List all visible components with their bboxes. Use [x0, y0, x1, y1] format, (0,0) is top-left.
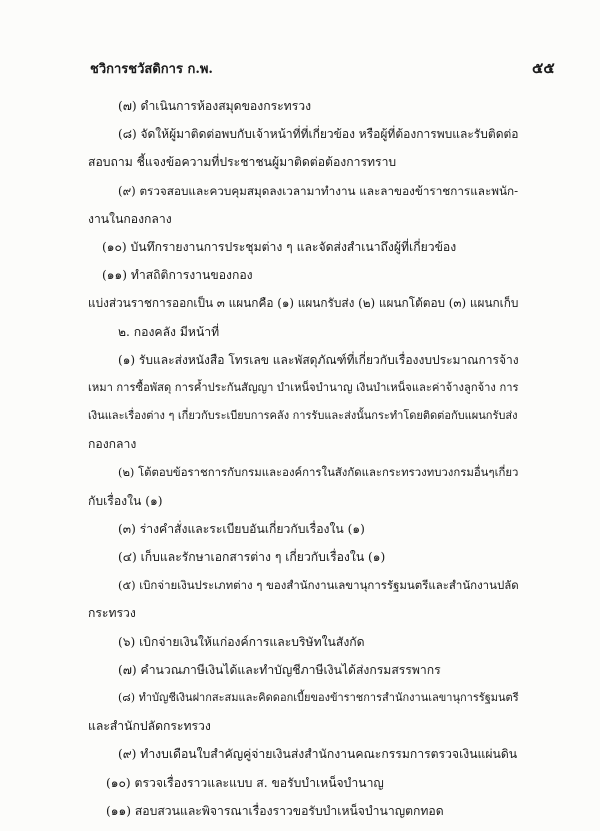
text-line: และสำนักปลัดกระทรวง: [88, 719, 211, 734]
text-line: เงินและเรื่องต่าง ๆ เกี่ยวกับระเบียบการคลัง การรับและส่งนั้นกระทำโดยติดต่อกับแผนกรับส่ง: [88, 409, 518, 423]
page-number: ๕๕: [532, 59, 555, 77]
text-line: (๑๐) บันทึกรายงานการประชุมต่าง ๆ และจัดส่งสำเนาถึงผู้ที่เกี่ยวข้อง: [102, 239, 457, 254]
text-line: (๙) ตรวจสอบและควบคุมสมุดลงเวลามาทำงาน และลาของข้าราชการและพนัก-: [118, 183, 519, 198]
text-line: (๒) โต้ตอบข้อราชการกับกรมและองค์การในสังกัดและกระทรวงทบวงกรมอื่นๆเกี่ยว: [118, 465, 519, 480]
text-line: (๓) ร่างคำสั่งและระเบียบอันเกี่ยวกับเรื่องใน (๑): [118, 521, 365, 536]
text-line: (๕) เบิกจ่ายเงินประเภทต่าง ๆ ของสำนักงานเลขานุการรัฐมนตรีและสำนักงานปลัด: [118, 578, 519, 593]
text-line: กับเรื่องใน (๑): [88, 493, 163, 508]
text-line: สอบถาม ชี้แจงข้อความที่ประชาชนผู้มาติดต่อต้องการทราบ: [88, 155, 397, 170]
text-line: (๘) ทำบัญชีเงินฝากสะสมและคิดดอกเบี้ยของข้าราชการสำนักงานเลขานุการรัฐมนตรี: [118, 690, 519, 704]
text-line: งานในกองกลาง: [88, 211, 172, 226]
text-line: แบ่งส่วนราชการออกเป็น ๓ แผนกคือ (๑) แผนกรับส่ง (๒) แผนกโต้ตอบ (๓) แผนกเก็บ: [88, 296, 519, 311]
text-line: เหมา การซื้อพัสดุ การค้ำประกันสัญญา บำเหน็จบำนาญ เงินบำเหน็จและค่าจ้างลูกจ้าง การ: [88, 380, 519, 394]
text-line: (๑๑) สอบสวนและพิจารณาเรื่องราวขอรับบำเหน็จบำนาญตกทอด: [106, 803, 444, 818]
running-header: ชวิการชวัสดิการ ก.พ.: [90, 62, 213, 77]
text-line: (๘) จัดให้ผู้มาติดต่อพบกับเจ้าหน้าที่ที่เกี่ยวข้อง หรือผู้ที่ต้องการพบและรับติดต่อ: [118, 127, 519, 142]
text-line: (๖) เบิกจ่ายเงินให้แก่องค์การและบริษัทในสังกัด: [118, 634, 365, 649]
text-line: (๗) คำนวณภาษีเงินได้และทำบัญชีภาษีเงินได้ส่งกรมสรรพากร: [118, 662, 441, 677]
text-line: (๑๐) ตรวจเรื่องราวและแบบ ส. ขอรับบำเหน็จบำนาญ: [106, 775, 384, 790]
text-line: กระทรวง: [88, 606, 136, 621]
text-line: (๗) ดำเนินการห้องสมุดของกระทรวง: [118, 99, 312, 113]
text-line: (๙) ทำงบเดือนใบสำคัญคู่จ่ายเงินส่งสำนักงานคณะกรรมการตรวจเงินแผ่นดิน: [118, 747, 518, 762]
section-heading: ๒. กองคลัง มีหน้าที่: [118, 324, 220, 339]
text-line: (๔) เก็บและรักษาเอกสารต่าง ๆ เกี่ยวกับเรื่องใน (๑): [118, 550, 386, 564]
document-body: [88, 92, 518, 825]
text-line: (๑) รับและส่งหนังสือ โทรเลข และพัสดุภัณฑ์ที่เกี่ยวกับเรื่องงบประมาณการจ้าง: [118, 352, 519, 367]
text-line: (๑๑) ทำสถิติการงานของกอง: [102, 268, 253, 283]
text-line: กองกลาง: [88, 437, 137, 452]
